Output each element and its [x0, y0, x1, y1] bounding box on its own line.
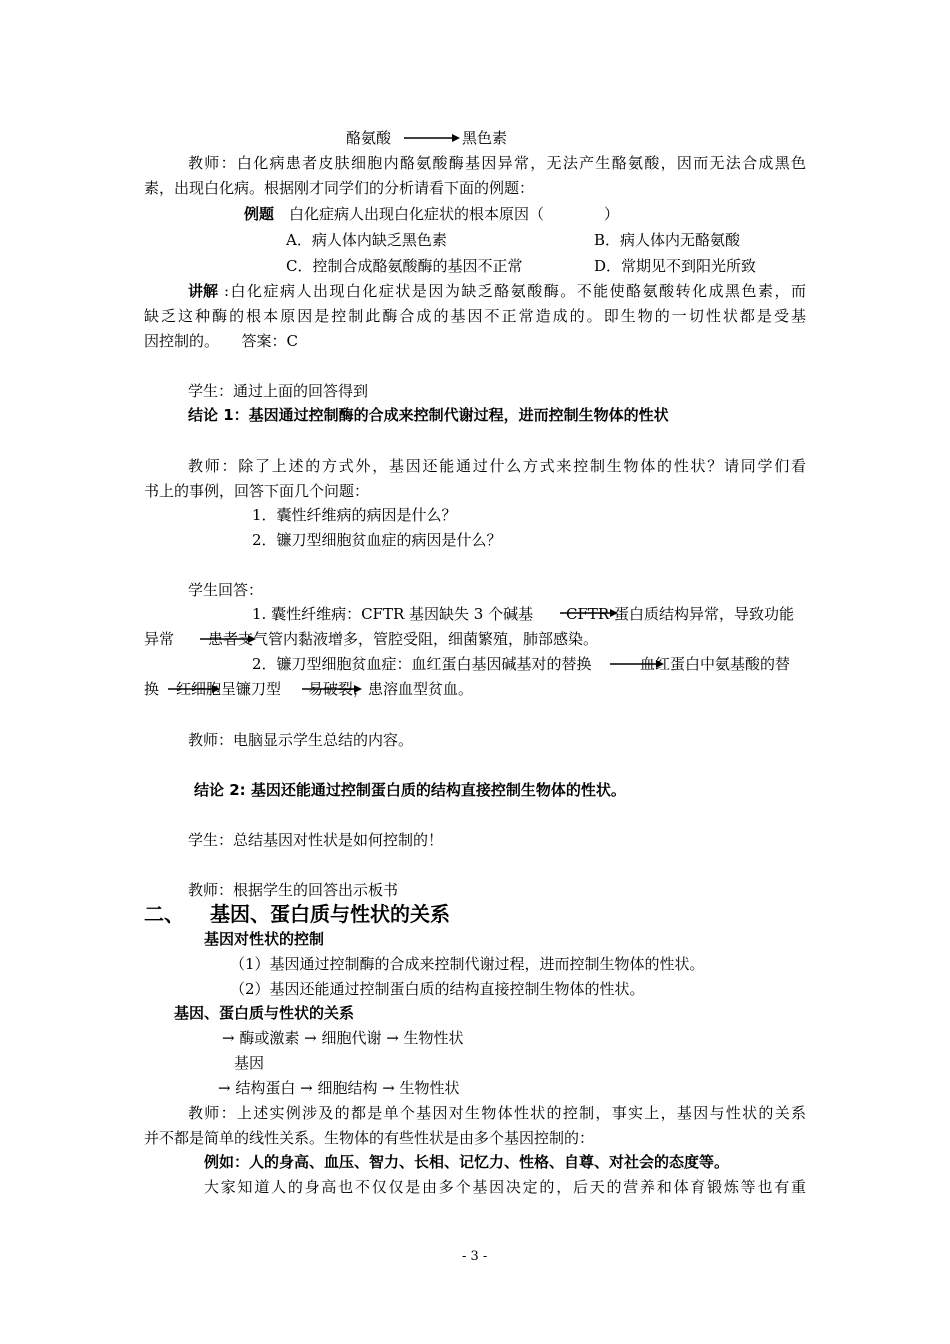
option-c: C．控制合成酪氨酸酶的基因不正常 [286, 257, 523, 275]
flow-line: → 酶或激素 → 细胞代谢 → 生物性状 [222, 1029, 464, 1047]
teacher-line: 教师：电脑显示学生总结的内容。 [188, 731, 414, 749]
answer-text: 异常 [144, 630, 175, 648]
student-line: 学生：通过上面的回答得到 [188, 382, 369, 400]
section-number: 二、 [144, 902, 184, 926]
example-label: 例题 [244, 205, 275, 223]
question-1: 1．囊性纤维病的病因是什么？ [252, 506, 457, 524]
explain-line: 缺乏这种酶的根本原因是控制此酶合成的基因不正常造成的。即生物的一切性状都是受基 [144, 307, 806, 325]
conclusion-1: 结论 1：基因通过控制酶的合成来控制代谢过程，进而控制生物体的性状 [188, 406, 669, 424]
list-item: （1）基因通过控制酶的合成来控制代谢过程，进而控制生物体的性状。 [230, 955, 705, 973]
list-item: （2）基因还能通过控制蛋白质的结构直接控制生物体的性状。 [230, 980, 645, 998]
student-answer-label: 学生回答： [188, 581, 264, 599]
option-b: B．病人体内无酪氨酸 [594, 231, 741, 249]
diagram-to: 黑色素 [462, 129, 508, 147]
question-2: 2．镰刀型细胞贫血症的病因是什么？ [252, 531, 502, 549]
explain-label: 讲解 [188, 282, 219, 300]
answer-text: CFTR 蛋白质结构异常，导致功能 [566, 605, 794, 623]
right-arrow-icon [404, 130, 460, 146]
answer-text: 患者支气管内黏液增多，管腔受阻，细菌繁殖，肺部感染。 [208, 630, 599, 648]
section-title: 基因、蛋白质与性状的关系 [210, 902, 450, 926]
teacher-line: 素，出现白化病。根据刚才同学们的分析请看下面的例题： [144, 179, 535, 197]
option-d: D．常期见不到阳光所致 [594, 257, 757, 275]
example-line: 例如：人的身高、血压、智力、长相、记忆力、性格、自尊、对社会的态度等。 [204, 1153, 730, 1171]
answer-text: 血红蛋白中氨基酸的替 [640, 655, 791, 673]
teacher-line: 教师：除了上述的方式外，基因还能通过什么方式来控制生物体的性状？请同学们看 [188, 457, 806, 475]
flow-line: → 结构蛋白 → 细胞结构 → 生物性状 [218, 1079, 460, 1097]
student-line: 学生：总结基因对性状是如何控制的！ [188, 831, 444, 849]
teacher-line: 书上的事例，回答下面几个问题： [144, 482, 370, 500]
explain-line: :白化症病人出现白化症状是因为缺乏酪氨酸酶。不能使酪氨酸转化成黑色素，而 [224, 282, 806, 300]
answer-text: 换 [144, 680, 160, 698]
answer-text: 1. 囊性纤维病：CFTR 基因缺失 3 个碱基 [252, 605, 534, 623]
answer-text: 2．镰刀型细胞贫血症：血红蛋白基因碱基对的替换 [252, 655, 592, 673]
subheading: 基因、蛋白质与性状的关系 [174, 1004, 355, 1022]
answer-text: 易破裂，患溶血型贫血。 [308, 680, 474, 698]
explain-line: 因控制的。 答案：C [144, 332, 298, 350]
teacher-line: 教师：根据学生的回答出示板书 [188, 881, 399, 899]
teacher-line: 教师：白化病患者皮肤细胞内酪氨酸酶基因异常，无法产生酪氨酸，因而无法合成黑色 [188, 154, 806, 172]
option-a: A．病人体内缺乏黑色素 [286, 231, 447, 249]
teacher-line: 教师：上述实例涉及的都是单个基因对生物体性状的控制，事实上，基因与性状的关系 [188, 1104, 806, 1122]
teacher-line: 并不都是简单的线性关系。生物体的有些性状是由多个基因控制的： [144, 1129, 595, 1147]
flow-gene: 基因 [234, 1054, 265, 1072]
subheading: 基因对性状的控制 [204, 930, 325, 948]
answer-text: 红细胞呈镰刀型 [176, 680, 282, 698]
conclusion-2: 结论 2: 基因还能通过控制蛋白质的结构直接控制生物体的性状。 [194, 781, 626, 799]
page-number: - 3 - [462, 1249, 488, 1264]
body-line: 大家知道人的身高也不仅仅是由多个基因决定的，后天的营养和体育锻炼等也有重 [204, 1178, 806, 1196]
diagram-from: 酪氨酸 [346, 129, 392, 147]
example-question: 白化症病人出现白化症状的根本原因（ ） [289, 205, 620, 223]
